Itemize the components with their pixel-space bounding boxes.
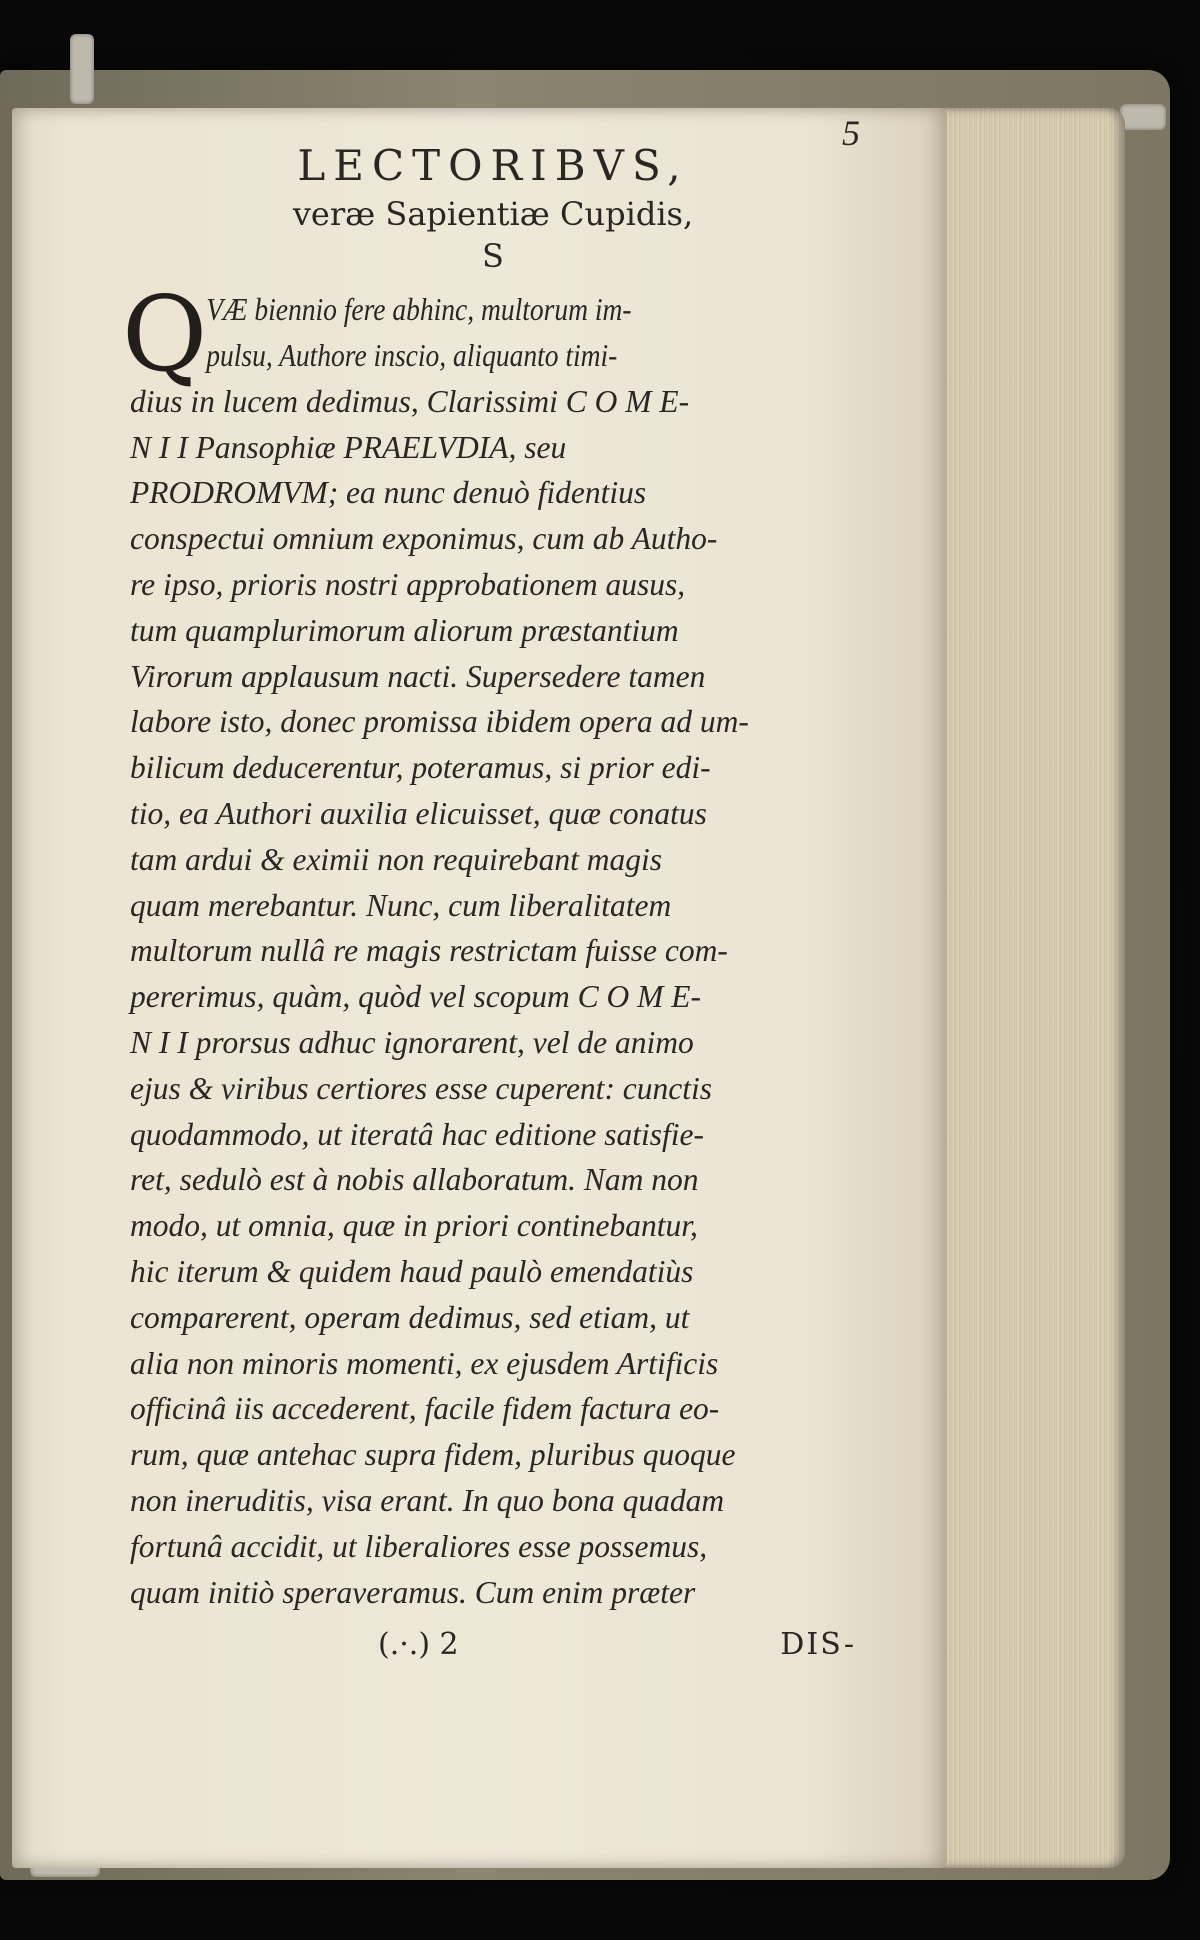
text-line: modo, ut omnia, quæ in priori continebantur, [130, 1208, 698, 1244]
text-line: pererimus, quàm, quòd vel scopum C O M E- [130, 979, 701, 1015]
text-line: conspectui omnium exponimus, cum ab Autho- [130, 521, 718, 557]
text-line: re ipso, prioris nostri approbationem ausus, [130, 567, 686, 603]
page-subheading: veræ Sapientiæ Cupidis, [292, 194, 694, 233]
text-line: Virorum applausum nacti. Supersedere tamen [130, 658, 706, 694]
text-line: quam merebantur. Nunc, cum liberalitatem [130, 887, 672, 923]
text-line: N I I Pansophiæ PRAELVDIA, seu [130, 429, 567, 465]
text-line: ejus & viribus certiores esse cuperent: cunctis [130, 1070, 713, 1106]
text-line: N I I prorsus adhuc ignorarent, vel de animo [130, 1025, 694, 1061]
text-line: PRODROMVM; ea nunc denuò fidentius [130, 475, 647, 511]
text-line: ret, sedulò est à nobis allaboratum. Nam non [130, 1162, 699, 1198]
text-line: hic iterum & quidem haud paulò emendatiùs [130, 1254, 694, 1290]
page-edges [935, 108, 1125, 1868]
page-text-block [122, 140, 856, 1677]
page-heading: LECTORIBVS, [297, 141, 689, 190]
book-page [12, 108, 947, 1868]
text-line: bilicum deducerentur, poteramus, si prior edi- [130, 750, 711, 786]
text-line: non ineruditis, visa erant. In quo bona quadam [130, 1483, 725, 1518]
text-line: multorum nullâ re magis restrictam fuisse com- [130, 933, 728, 969]
text-line: rum, quæ antehac supra fidem, pluribus quoque [130, 1437, 736, 1473]
text-line: pulsu, Authore inscio, aliquanto timi- [206, 338, 618, 374]
signature-mark: (.·.) 2 [378, 1627, 459, 1663]
catchword: DIS- [780, 1627, 856, 1663]
text-line: quodammodo, ut iteratâ hac editione satisfie- [130, 1116, 704, 1152]
body-paragraph [122, 273, 856, 1615]
text-line: officinâ iis accederent, facile fidem factura eo- [130, 1391, 720, 1427]
salutation: S [482, 236, 504, 275]
drop-cap: Q [122, 273, 208, 396]
text-line: fortunâ accidit, ut liberaliores esse possemus, [130, 1528, 708, 1564]
text-line: dius in lucem dedimus, Clarissimi C O M E- [130, 383, 690, 419]
text-line: comparerent, operam dedimus, sed etiam, ut [130, 1299, 690, 1335]
text-line: tum quamplurimorum aliorum præstantium [130, 612, 679, 648]
text-line: VÆ biennio fere abhinc, multorum im- [206, 292, 632, 328]
text-line: alia non minoris momenti, ex ejusdem Artificis [130, 1345, 719, 1381]
text-line: tio, ea Authori auxilia elicuisset, quæ conatus [130, 796, 707, 832]
text-line: tam ardui & eximii non requirebant magis [130, 841, 662, 877]
folio-number: 5 [842, 113, 860, 153]
binding-tie-top [70, 34, 94, 104]
text-line: quam initiò speraveramus. Cum enim præter [130, 1574, 696, 1610]
binding-tie-right [1120, 104, 1166, 130]
text-line: labore isto, donec promissa ibidem opera ad um- [130, 704, 749, 740]
page-footer [130, 1627, 856, 1677]
